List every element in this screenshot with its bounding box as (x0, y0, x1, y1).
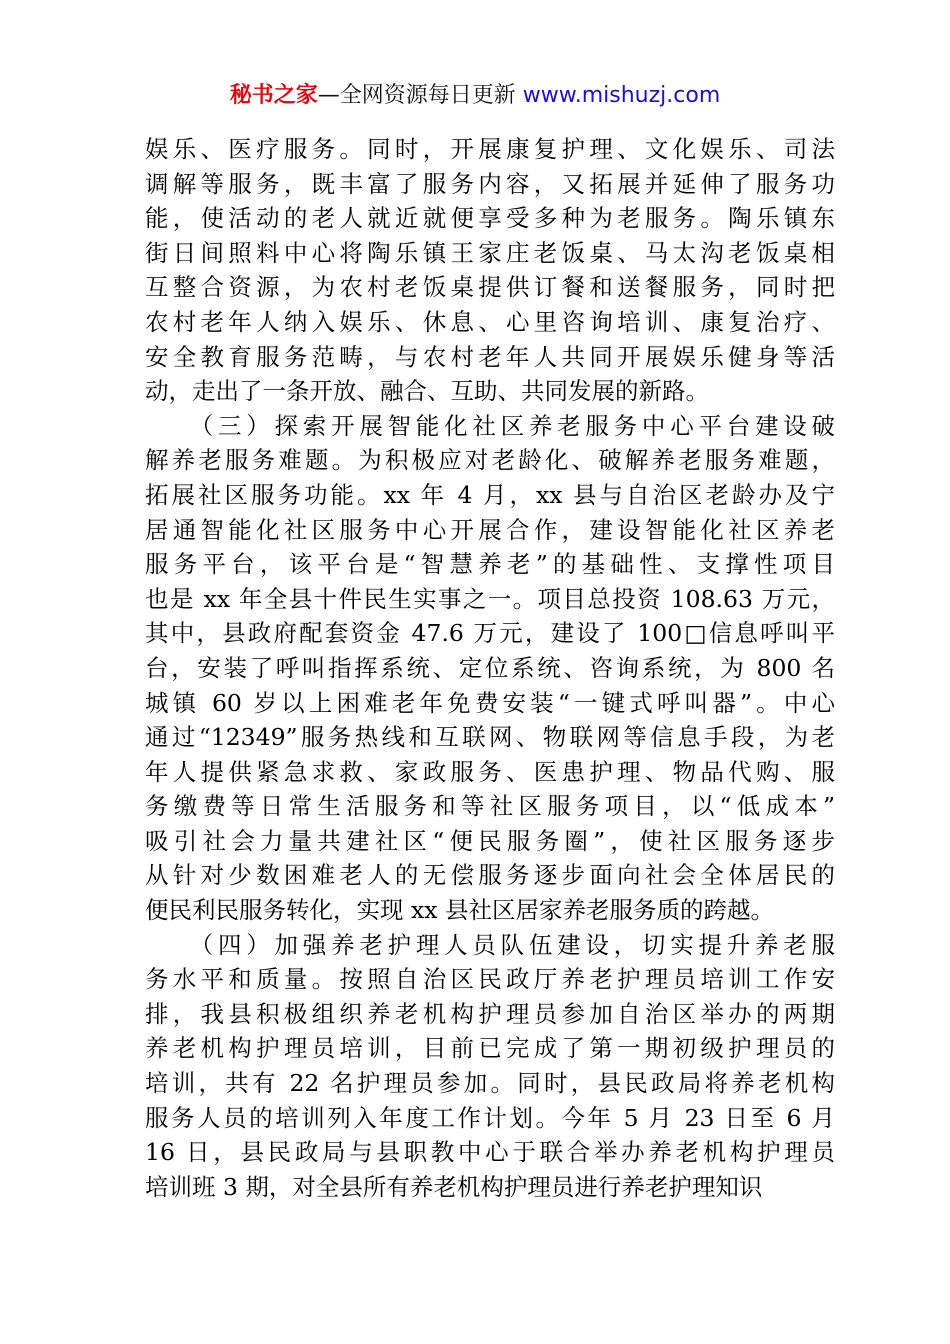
text-line: 农村老年人纳入娱乐、休息、心里咨询培训、康复治疗、 (145, 307, 835, 336)
text-line: 16 日，县民政局与县职教中心于联合举办养老机构护理员 (145, 1138, 835, 1167)
text-line: 便民利民服务转化，实现 xx 县社区居家养老服务质的跨越。 (145, 896, 774, 925)
text-line: 务缴费等日常生活服务和等社区服务项目，以“低成本” (145, 792, 835, 821)
text-line: 调解等服务，既丰富了服务内容，又拓展并延伸了服务功 (145, 169, 835, 198)
text-line: 培训，共有 22 名护理员参加。同时，县民政局将养老机构 (145, 1069, 835, 1098)
site-url-link[interactable]: www.mishuzj.com (522, 83, 721, 108)
body-text (145, 132, 835, 1204)
text-line: 年人提供紧急求救、家政服务、医患护理、物品代购、服 (145, 757, 835, 786)
text-line: 街日间照料中心将陶乐镇王家庄老饭桌、马太沟老饭桌相 (145, 238, 835, 267)
text-line: 养老机构护理员培训，目前已完成了第一期初级护理员的 (145, 1034, 835, 1063)
brand-name: 秘书之家 (229, 83, 318, 108)
text-line: 从针对少数困难老人的无偿服务逐步面向社会全体居民的 (145, 861, 835, 890)
text-line: 培训班 3 期，对全县所有养老机构护理员进行养老护理知识 (145, 1172, 763, 1201)
text-line: 务水平和质量。按照自治区民政厅养老护理员培训工作安 (145, 965, 835, 994)
text-line: 拓展社区服务功能。xx 年 4 月，xx 县与自治区老龄办及宁 (145, 480, 835, 509)
page-header (0, 80, 950, 112)
text-line: 城镇 60 岁以上困难老年免费安装“一键式呼叫器”。中心 (145, 688, 835, 717)
text-line: 通过“12349”服务热线和互联网、物联网等信息手段，为老 (145, 723, 835, 752)
text-line: 也是 xx 年全县十件民生实事之一。项目总投资 108.63 万元， (145, 584, 835, 613)
text-line: 服务人员的培训列入年度工作计划。今年 5 月 23 日至 6 月 (145, 1103, 835, 1132)
text-line: 居通智能化社区服务中心开展合作，建设智能化社区养老 (145, 515, 835, 544)
text-line: 台，安装了呼叫指挥系统、定位系统、咨询系统，为 800 名 (145, 653, 835, 682)
text-line: 娱乐、医疗服务。同时，开展康复护理、文化娱乐、司法 (145, 135, 835, 163)
text-line: 服务平台，该平台是“智慧养老”的基础性、支撑性项目 (145, 550, 835, 579)
section-heading-line: （三）探索开展智能化社区养老服务中心平台建设破 (145, 411, 835, 440)
text-line: 安全教育服务范畴，与农村老年人共同开展娱乐健身等活 (145, 342, 835, 371)
text-line: 动，走出了一条开放、融合、互助、共同发展的新路。 (145, 377, 709, 406)
header-slogan: —全网资源每日更新 (317, 83, 516, 108)
section-heading-line: （四）加强养老护理人员队伍建设，切实提升养老服 (145, 930, 835, 959)
text-line: 互整合资源，为农村老饭桌提供订餐和送餐服务，同时把 (145, 273, 835, 302)
text-line: 解养老服务难题。为积极应对老龄化、破解养老服务难题， (145, 446, 835, 475)
text-line: 吸引社会力量共建社区“便民服务圈”，使社区服务逐步 (145, 826, 835, 855)
text-line: 其中，县政府配套资金 47.6 万元，建设了 100□信息呼叫平 (145, 619, 835, 648)
text-line: 排，我县积极组织养老机构护理员参加自治区举办的两期 (145, 999, 835, 1028)
text-line: 能，使活动的老人就近就便享受多种为老服务。陶乐镇东 (145, 204, 835, 233)
